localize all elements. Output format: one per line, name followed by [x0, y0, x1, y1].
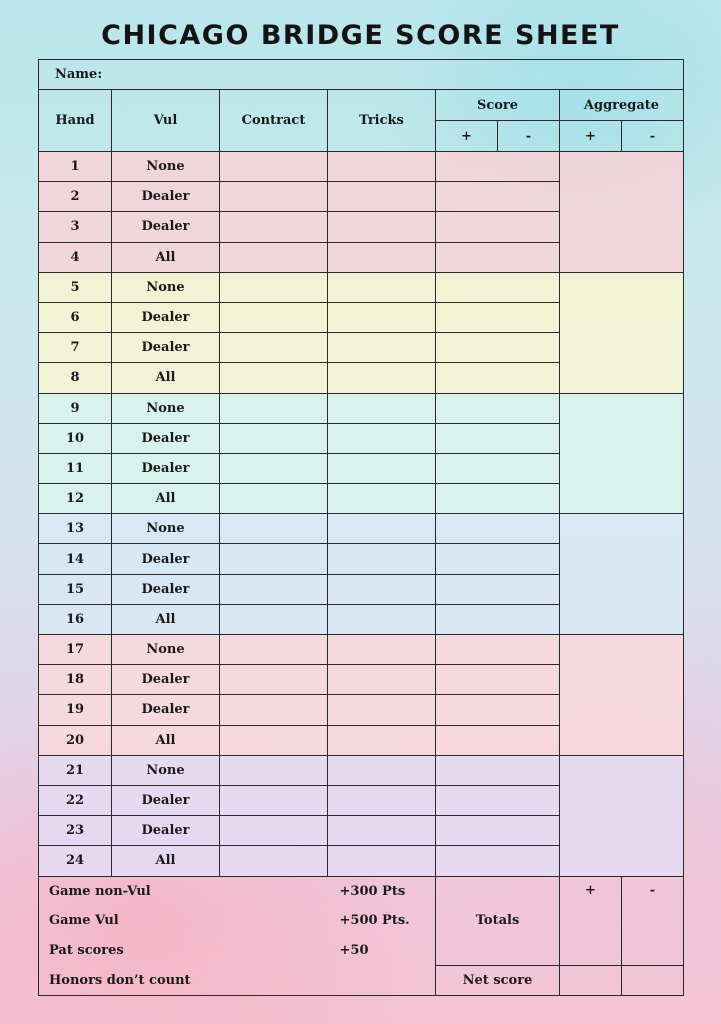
- hand-number: 19: [39, 695, 112, 725]
- contract-cell[interactable]: [220, 604, 328, 634]
- hand-row: [39, 635, 684, 665]
- aggregate-cell[interactable]: [560, 514, 684, 635]
- contract-cell[interactable]: [220, 574, 328, 604]
- hand-vul: Dealer: [112, 182, 220, 212]
- hand-number: 12: [39, 484, 112, 514]
- aggregate-cell[interactable]: [560, 272, 684, 393]
- rule-points: [328, 965, 436, 996]
- name-field[interactable]: [39, 60, 684, 90]
- score-plus-cell[interactable]: [436, 333, 560, 363]
- score-plus-cell[interactable]: [436, 302, 560, 332]
- tricks-cell[interactable]: [328, 574, 436, 604]
- score-plus-cell[interactable]: [436, 574, 560, 604]
- score-plus-cell[interactable]: [436, 272, 560, 302]
- contract-cell[interactable]: [220, 635, 328, 665]
- score-plus-cell[interactable]: [436, 152, 560, 182]
- score-plus-cell[interactable]: [436, 725, 560, 755]
- tricks-cell[interactable]: [328, 846, 436, 876]
- hand-number: 5: [39, 272, 112, 302]
- score-plus-cell[interactable]: [436, 423, 560, 453]
- tricks-cell[interactable]: [328, 635, 436, 665]
- contract-cell[interactable]: [220, 725, 328, 755]
- hand-row: [39, 393, 684, 423]
- hand-number: 21: [39, 755, 112, 785]
- tricks-cell[interactable]: [328, 242, 436, 272]
- tricks-cell[interactable]: [328, 272, 436, 302]
- contract-cell[interactable]: [220, 544, 328, 574]
- hand-vul: All: [112, 604, 220, 634]
- contract-cell[interactable]: [220, 755, 328, 785]
- tricks-cell[interactable]: [328, 514, 436, 544]
- contract-cell[interactable]: [220, 212, 328, 242]
- contract-cell[interactable]: [220, 363, 328, 393]
- header-score-plus: +: [436, 121, 498, 152]
- hand-number: 6: [39, 302, 112, 332]
- header-score: Score: [436, 90, 560, 121]
- header-score-minus: -: [498, 121, 560, 152]
- score-plus-cell[interactable]: [436, 635, 560, 665]
- hand-row: [39, 272, 684, 302]
- tricks-cell[interactable]: [328, 755, 436, 785]
- tricks-cell[interactable]: [328, 604, 436, 634]
- hand-row: [39, 152, 684, 182]
- hand-vul: Dealer: [112, 333, 220, 363]
- score-plus-cell[interactable]: [436, 785, 560, 815]
- hand-number: 4: [39, 242, 112, 272]
- hand-number: 18: [39, 665, 112, 695]
- tricks-cell[interactable]: [328, 484, 436, 514]
- tricks-cell[interactable]: [328, 423, 436, 453]
- hand-vul: None: [112, 152, 220, 182]
- tricks-cell[interactable]: [328, 302, 436, 332]
- header-hand: Hand: [39, 90, 112, 152]
- contract-cell[interactable]: [220, 423, 328, 453]
- hand-vul: Dealer: [112, 453, 220, 483]
- score-plus-cell[interactable]: [436, 665, 560, 695]
- contract-cell[interactable]: [220, 272, 328, 302]
- hand-vul: None: [112, 514, 220, 544]
- hand-vul: None: [112, 272, 220, 302]
- header-aggregate-plus: +: [560, 121, 622, 152]
- contract-cell[interactable]: [220, 453, 328, 483]
- hand-vul: Dealer: [112, 574, 220, 604]
- tricks-cell[interactable]: [328, 182, 436, 212]
- hand-vul: All: [112, 846, 220, 876]
- net-score-minus-cell[interactable]: [622, 965, 684, 996]
- hand-number: 13: [39, 514, 112, 544]
- hand-number: 23: [39, 816, 112, 846]
- hand-vul: Dealer: [112, 423, 220, 453]
- hand-vul: Dealer: [112, 302, 220, 332]
- tricks-cell[interactable]: [328, 816, 436, 846]
- aggregate-cell[interactable]: [560, 635, 684, 756]
- score-plus-cell[interactable]: [436, 453, 560, 483]
- hand-row: [39, 514, 684, 544]
- aggregate-cell[interactable]: [560, 393, 684, 514]
- hand-vul: All: [112, 484, 220, 514]
- hand-number: 24: [39, 846, 112, 876]
- hand-number: 8: [39, 363, 112, 393]
- tricks-cell[interactable]: [328, 665, 436, 695]
- hand-number: 20: [39, 725, 112, 755]
- hand-number: 1: [39, 152, 112, 182]
- hand-number: 10: [39, 423, 112, 453]
- hand-number: 11: [39, 453, 112, 483]
- hand-vul: Dealer: [112, 785, 220, 815]
- header-contract: Contract: [220, 90, 328, 152]
- tricks-cell[interactable]: [328, 453, 436, 483]
- hand-vul: All: [112, 363, 220, 393]
- net-score-plus-cell[interactable]: [560, 965, 622, 996]
- contract-cell[interactable]: [220, 242, 328, 272]
- tricks-cell[interactable]: [328, 363, 436, 393]
- hand-row: [39, 755, 684, 785]
- page-title: CHICAGO BRIDGE SCORE SHEET: [101, 20, 620, 51]
- tricks-cell[interactable]: [328, 725, 436, 755]
- hand-number: 14: [39, 544, 112, 574]
- score-plus-cell[interactable]: [436, 363, 560, 393]
- rule-label: Game Vul: [39, 906, 328, 936]
- contract-cell[interactable]: [220, 695, 328, 725]
- score-plus-cell[interactable]: [436, 816, 560, 846]
- score-plus-cell[interactable]: [436, 604, 560, 634]
- tricks-cell[interactable]: [328, 785, 436, 815]
- rule-label: Pat scores: [39, 936, 328, 966]
- score-plus-cell[interactable]: [436, 846, 560, 876]
- score-plus-cell[interactable]: [436, 212, 560, 242]
- hand-vul: All: [112, 242, 220, 272]
- tricks-cell[interactable]: [328, 695, 436, 725]
- hand-number: 16: [39, 604, 112, 634]
- hand-vul: Dealer: [112, 665, 220, 695]
- rule-points: +500 Pts.: [328, 906, 436, 936]
- header-vul: Vul: [112, 90, 220, 152]
- aggregate-cell[interactable]: [560, 152, 684, 273]
- contract-cell[interactable]: [220, 816, 328, 846]
- aggregate-cell[interactable]: [560, 755, 684, 876]
- score-plus-cell[interactable]: [436, 393, 560, 423]
- score-plus-cell[interactable]: [436, 755, 560, 785]
- hand-number: 7: [39, 333, 112, 363]
- totals-label: Totals: [436, 876, 560, 965]
- hand-number: 9: [39, 393, 112, 423]
- contract-cell[interactable]: [220, 665, 328, 695]
- score-plus-cell[interactable]: [436, 514, 560, 544]
- score-plus-cell[interactable]: [436, 695, 560, 725]
- hand-vul: Dealer: [112, 695, 220, 725]
- tricks-cell[interactable]: [328, 393, 436, 423]
- totals-plus-label: +: [585, 882, 596, 898]
- header-tricks: Tricks: [328, 90, 436, 152]
- contract-cell[interactable]: [220, 302, 328, 332]
- hand-vul: None: [112, 635, 220, 665]
- rule-label: Honors don’t count: [39, 965, 328, 996]
- tricks-cell[interactable]: [328, 212, 436, 242]
- totals-plus-cell[interactable]: [560, 876, 622, 965]
- hand-number: 3: [39, 212, 112, 242]
- hand-vul: Dealer: [112, 544, 220, 574]
- hand-vul: Dealer: [112, 816, 220, 846]
- totals-minus-cell[interactable]: [622, 876, 684, 965]
- hand-number: 17: [39, 635, 112, 665]
- hand-vul: Dealer: [112, 212, 220, 242]
- hand-vul: None: [112, 755, 220, 785]
- tricks-cell[interactable]: [328, 333, 436, 363]
- score-plus-cell[interactable]: [436, 242, 560, 272]
- rule-label: Game non-Vul: [39, 876, 328, 906]
- hand-vul: All: [112, 725, 220, 755]
- hand-number: 15: [39, 574, 112, 604]
- tricks-cell[interactable]: [328, 152, 436, 182]
- score-plus-cell[interactable]: [436, 544, 560, 574]
- tricks-cell[interactable]: [328, 544, 436, 574]
- name-label: Name:: [55, 67, 103, 82]
- contract-cell[interactable]: [220, 182, 328, 212]
- hand-number: 22: [39, 785, 112, 815]
- contract-cell[interactable]: [220, 484, 328, 514]
- totals-minus-label: -: [649, 882, 656, 898]
- rule-points: +50: [328, 936, 436, 966]
- hand-number: 2: [39, 182, 112, 212]
- score-plus-cell[interactable]: [436, 484, 560, 514]
- contract-cell[interactable]: [220, 846, 328, 876]
- net-score-label: Net score: [436, 965, 560, 996]
- contract-cell[interactable]: [220, 785, 328, 815]
- score-plus-cell[interactable]: [436, 182, 560, 212]
- contract-cell[interactable]: [220, 333, 328, 363]
- header-aggregate: Aggregate: [560, 90, 684, 121]
- contract-cell[interactable]: [220, 152, 328, 182]
- score-table: [38, 59, 684, 996]
- header-aggregate-minus: -: [622, 121, 684, 152]
- contract-cell[interactable]: [220, 514, 328, 544]
- contract-cell[interactable]: [220, 393, 328, 423]
- hand-vul: None: [112, 393, 220, 423]
- rule-points: +300 Pts: [328, 876, 436, 906]
